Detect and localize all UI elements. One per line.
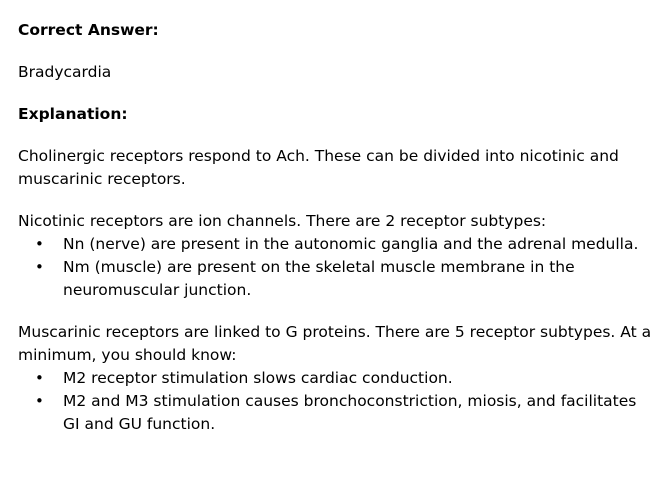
muscarinic-list	[18, 367, 652, 436]
nicotinic-list	[18, 233, 652, 302]
cholinergic-paragraph: Cholinergic receptors respond to Ach. These can be divided into nicotinic and muscarinic receptors.	[18, 147, 619, 188]
list-item-text: Nm (muscle) are present on the skeletal muscle membrane in the neuromuscular junction.	[63, 258, 575, 299]
list-item	[18, 233, 652, 256]
nicotinic-section	[18, 210, 652, 302]
list-item	[18, 256, 652, 302]
correct-answer-text: Bradycardia	[18, 63, 112, 81]
bullet-icon: •	[35, 258, 44, 276]
bullet-icon: •	[35, 369, 44, 387]
nicotinic-intro: Nicotinic receptors are ion channels. There are 2 receptor subtypes:	[18, 212, 547, 230]
bullet-icon: •	[35, 392, 44, 410]
correct-answer-heading: Correct Answer:	[18, 21, 159, 39]
muscarinic-intro: Muscarinic receptors are linked to G proteins. There are 5 receptor subtypes. At a minimum, you should know:	[18, 323, 652, 364]
list-item-text: Nn (nerve) are present in the autonomic ganglia and the adrenal medulla.	[63, 235, 639, 253]
list-item-text: M2 receptor stimulation slows cardiac conduction.	[63, 369, 453, 387]
bullet-icon: •	[35, 235, 44, 253]
muscarinic-section	[18, 321, 652, 436]
list-item-text: M2 and M3 stimulation causes bronchoconstriction, miosis, and facilitates GI and GU function.	[63, 392, 637, 433]
list-item	[18, 367, 652, 390]
explanation-heading: Explanation:	[18, 105, 128, 123]
list-item	[18, 390, 652, 436]
